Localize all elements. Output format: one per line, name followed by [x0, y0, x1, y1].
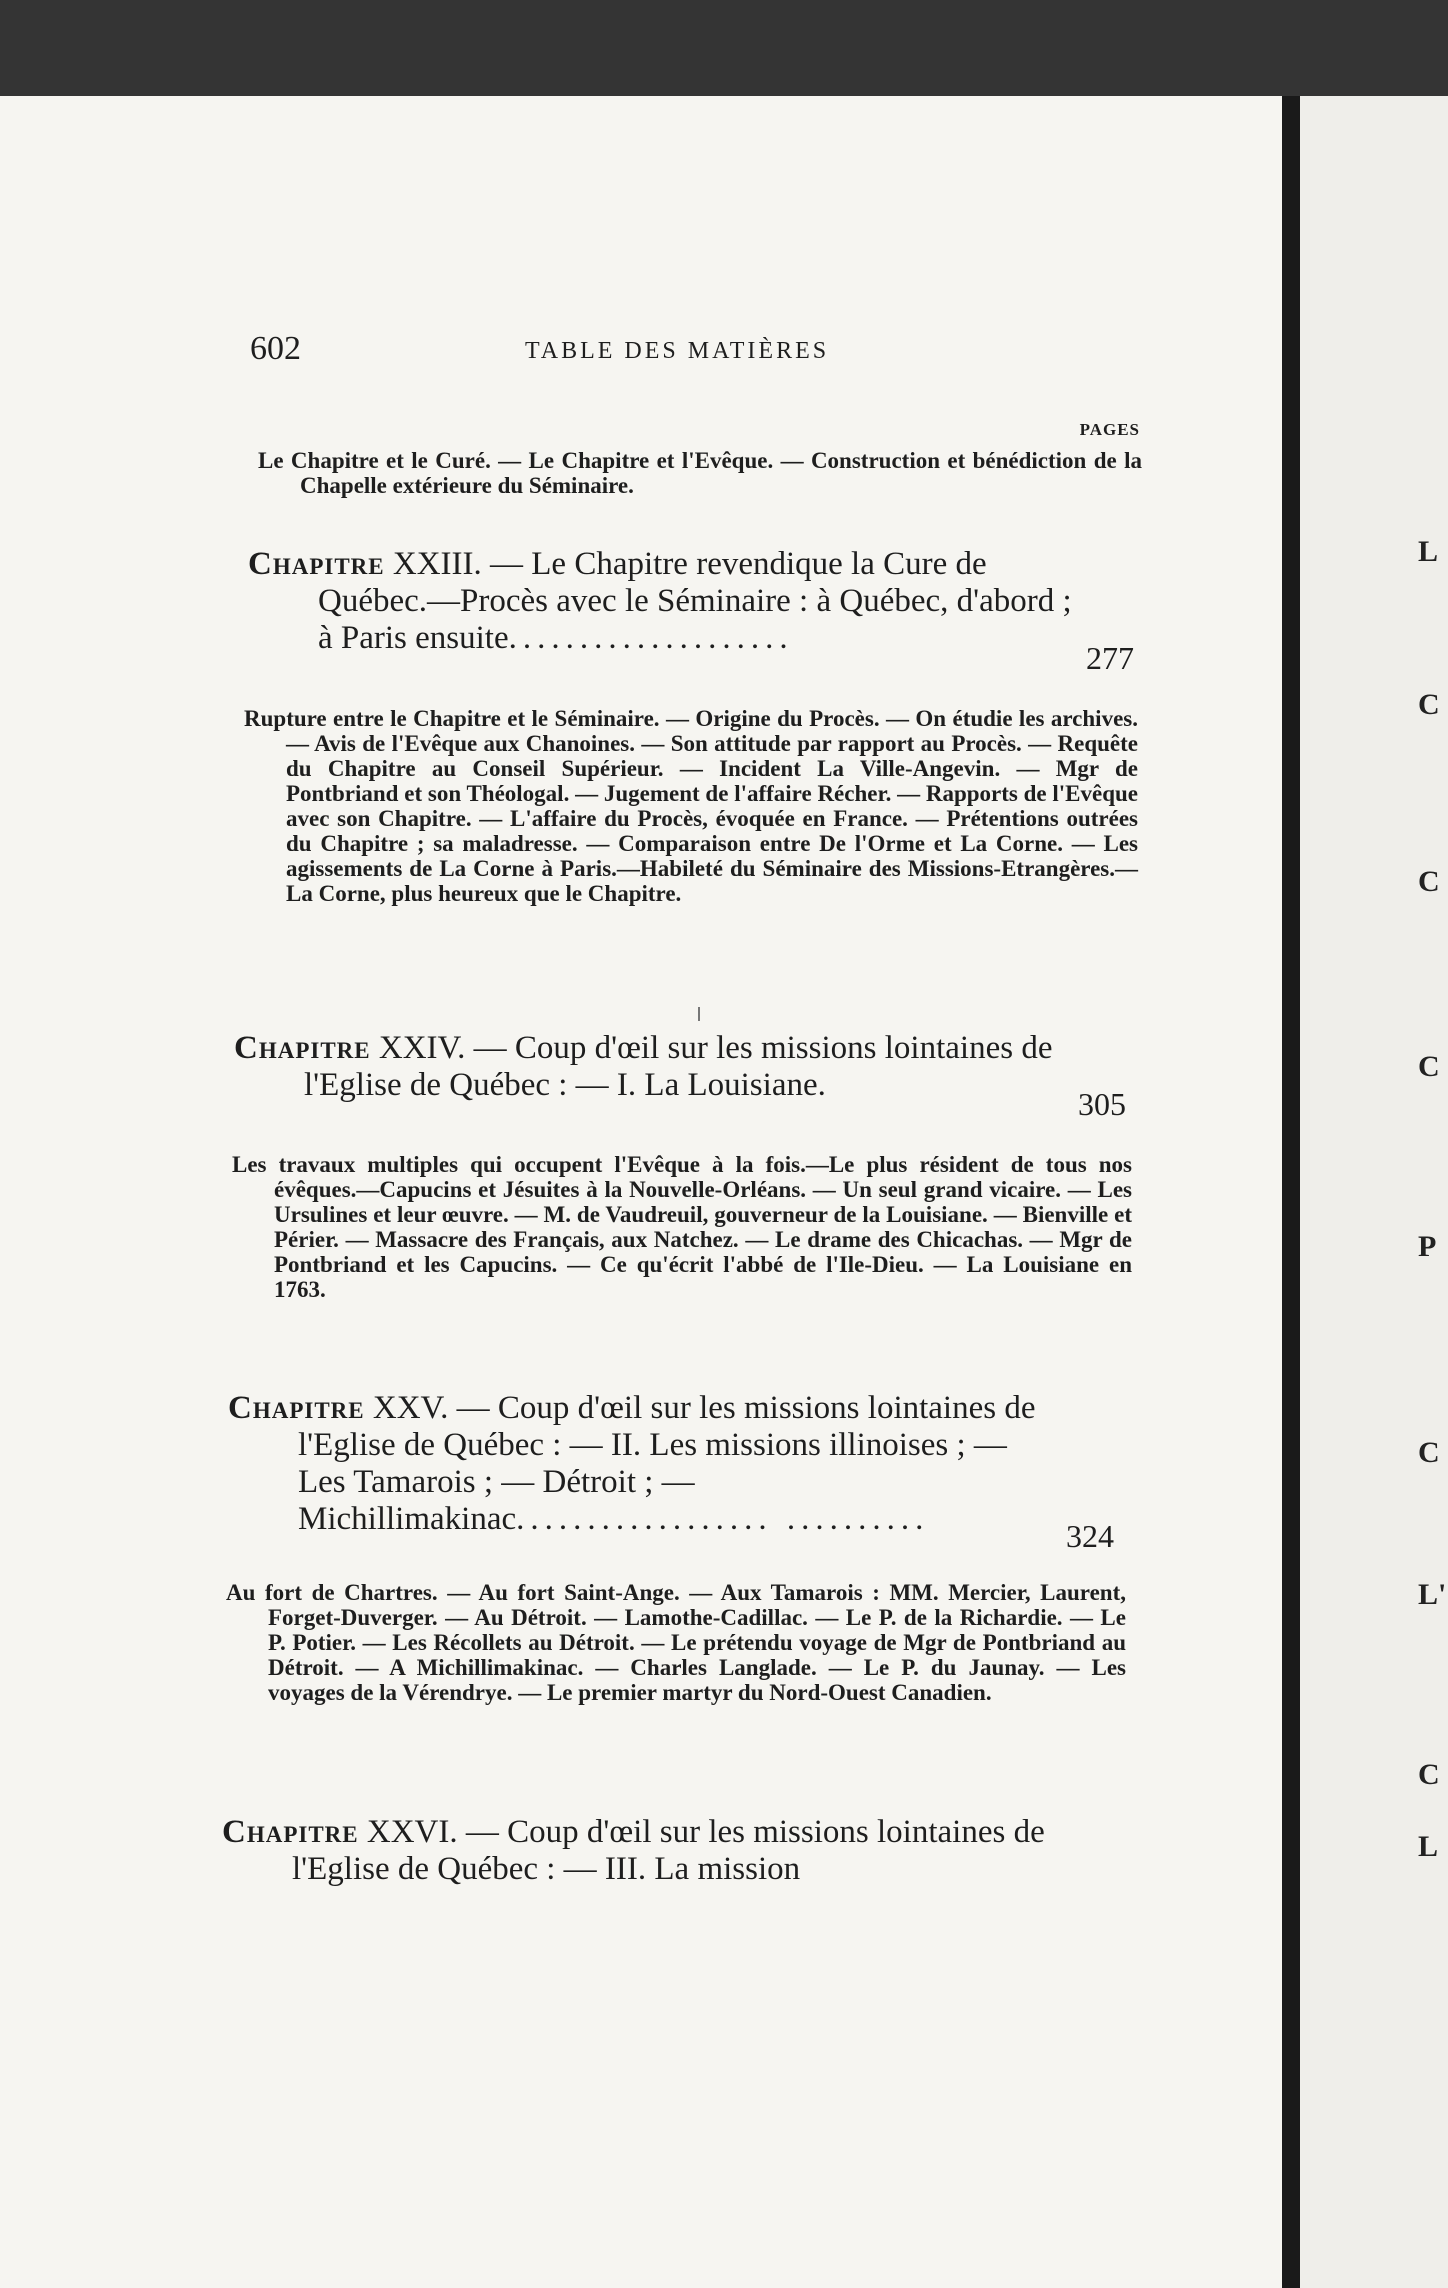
running-title: TABLE DES MATIÈRES — [525, 338, 830, 364]
intro-summary: Le Chapitre et le Curé. — Le Chapitre et l'Evêque. — Construction et bénédiction de la Chapelle extérieure du Séminaire. — [258, 448, 1142, 498]
page-header — [250, 330, 1150, 374]
chapter-number: XXV. — [372, 1390, 449, 1426]
chapter-number: XXVI. — [366, 1814, 458, 1850]
chapter-title: — Coup d'œil sur les missions lointaines de l'Eglise de Québec : — III. La mission — [292, 1814, 1045, 1887]
chapter-number: XXIII. — [392, 546, 482, 582]
dot-leader: .................. .......... — [516, 1501, 930, 1537]
chapter-label: Chapitre — [228, 1390, 365, 1426]
chapter-summary: Les travaux multiples qui occupent l'Evêque à la fois.—Le plus résident de tous nos évêques.—Capucins et Jésuites à la Nouvelle-Orléans. — Un seul grand vicaire. — Les Ursulines et leur œuvre. — M. de Vaudreuil, gouverneur de la Louisiane. — Bienville et Périer. — Massacre des Français, aux Natchez. — Le drame des Chicachas. — Mgr de Pontbriand et les Capucins. — Ce qu'écrit l'abbé de l'Ile-Dieu. — La Louisiane en 1763. — [232, 1152, 1132, 1302]
book-gutter — [1282, 96, 1300, 2288]
facing-page-fragment: L — [1418, 535, 1439, 568]
chapter-page-number: 305 — [1078, 1086, 1126, 1122]
facing-page-fragment: L — [1418, 1830, 1439, 1863]
chapter-title: — Le Chapitre revendique la Cure de Québec.—Procès avec le Séminaire : à Québec, d'abord ; à Paris ensuite — [318, 546, 1072, 656]
facing-page-fragment: C — [1418, 688, 1440, 721]
chapter-heading — [234, 1030, 1084, 1104]
chapter-heading — [228, 1390, 1058, 1538]
pages-column-label: PAGES — [1079, 420, 1140, 439]
facing-page-fragment: C — [1418, 1050, 1440, 1083]
chapter-title: — Coup d'œil sur les missions lointaines de l'Eglise de Québec : — I. La Louisiane. — [304, 1030, 1053, 1103]
page-number: 602 — [250, 330, 301, 367]
scanner-border — [0, 0, 1448, 100]
chapter-label: Chapitre — [222, 1814, 359, 1850]
facing-page-fragment: C — [1418, 1436, 1440, 1469]
chapter-summary: Au fort de Chartres. — Au fort Saint-Ange. — Aux Tamarois : MM. Mercier, Laurent, Forget-Duverger. — Au Détroit. — Lamothe-Cadillac. — Le P. de la Richardie. — Le P. Potier. — Les Récollets au Détroit. — Le prétendu voyage de Mgr de Pontbriand au Détroit. — A Michillimakinac. — Charles Langlade. — Le P. du Jaunay. — Les voyages de la Vérendrye. — Le premier martyr du Nord-Ouest Canadien. — [226, 1580, 1126, 1705]
stray-mark — [698, 1007, 700, 1021]
chapter-heading — [248, 546, 1078, 657]
chapter-title: — Coup d'œil sur les missions lointaines de l'Eglise de Québec : — II. Les missions illinoises ; — Les Tamarois ; — Détroit ; — Michillimakinac — [298, 1390, 1036, 1537]
dot-leader: .................... — [508, 620, 794, 656]
chapter-summary: Rupture entre le Chapitre et le Séminaire. — Origine du Procès. — On étudie les archives. — Avis de l'Evêque aux Chanoines. — Son attitude par rapport au Procès. — Requête du Chapitre au Conseil Supérieur. — Incident La Ville-Angevin. — Mgr de Pontbriand et son Théologal. — Jugement de l'affaire Récher. — Rapports de l'Evêque avec son Chapitre. — L'affaire du Procès, évoquée en France. — Prétentions outrées du Chapitre ; sa maladresse. — Comparaison entre De l'Orme et La Corne. — Les agissements de La Corne à Paris.—Habileté du Séminaire des Missions-Etrangères.— La Corne, plus heureux que le Chapitre. — [244, 706, 1138, 906]
facing-page-fragment: C — [1418, 1758, 1440, 1791]
chapter-label: Chapitre — [248, 546, 385, 582]
chapter-label: Chapitre — [234, 1030, 371, 1066]
facing-page-fragment: C — [1418, 865, 1440, 898]
chapter-page-number: 324 — [1066, 1518, 1114, 1554]
chapter-number: XXIV. — [378, 1030, 466, 1066]
facing-page-fragment: P — [1418, 1230, 1437, 1263]
chapter-heading — [222, 1814, 1062, 1888]
chapter-page-number: 277 — [1086, 640, 1134, 676]
facing-page-edge — [1300, 96, 1448, 2288]
facing-page-fragment: L' — [1418, 1578, 1447, 1611]
